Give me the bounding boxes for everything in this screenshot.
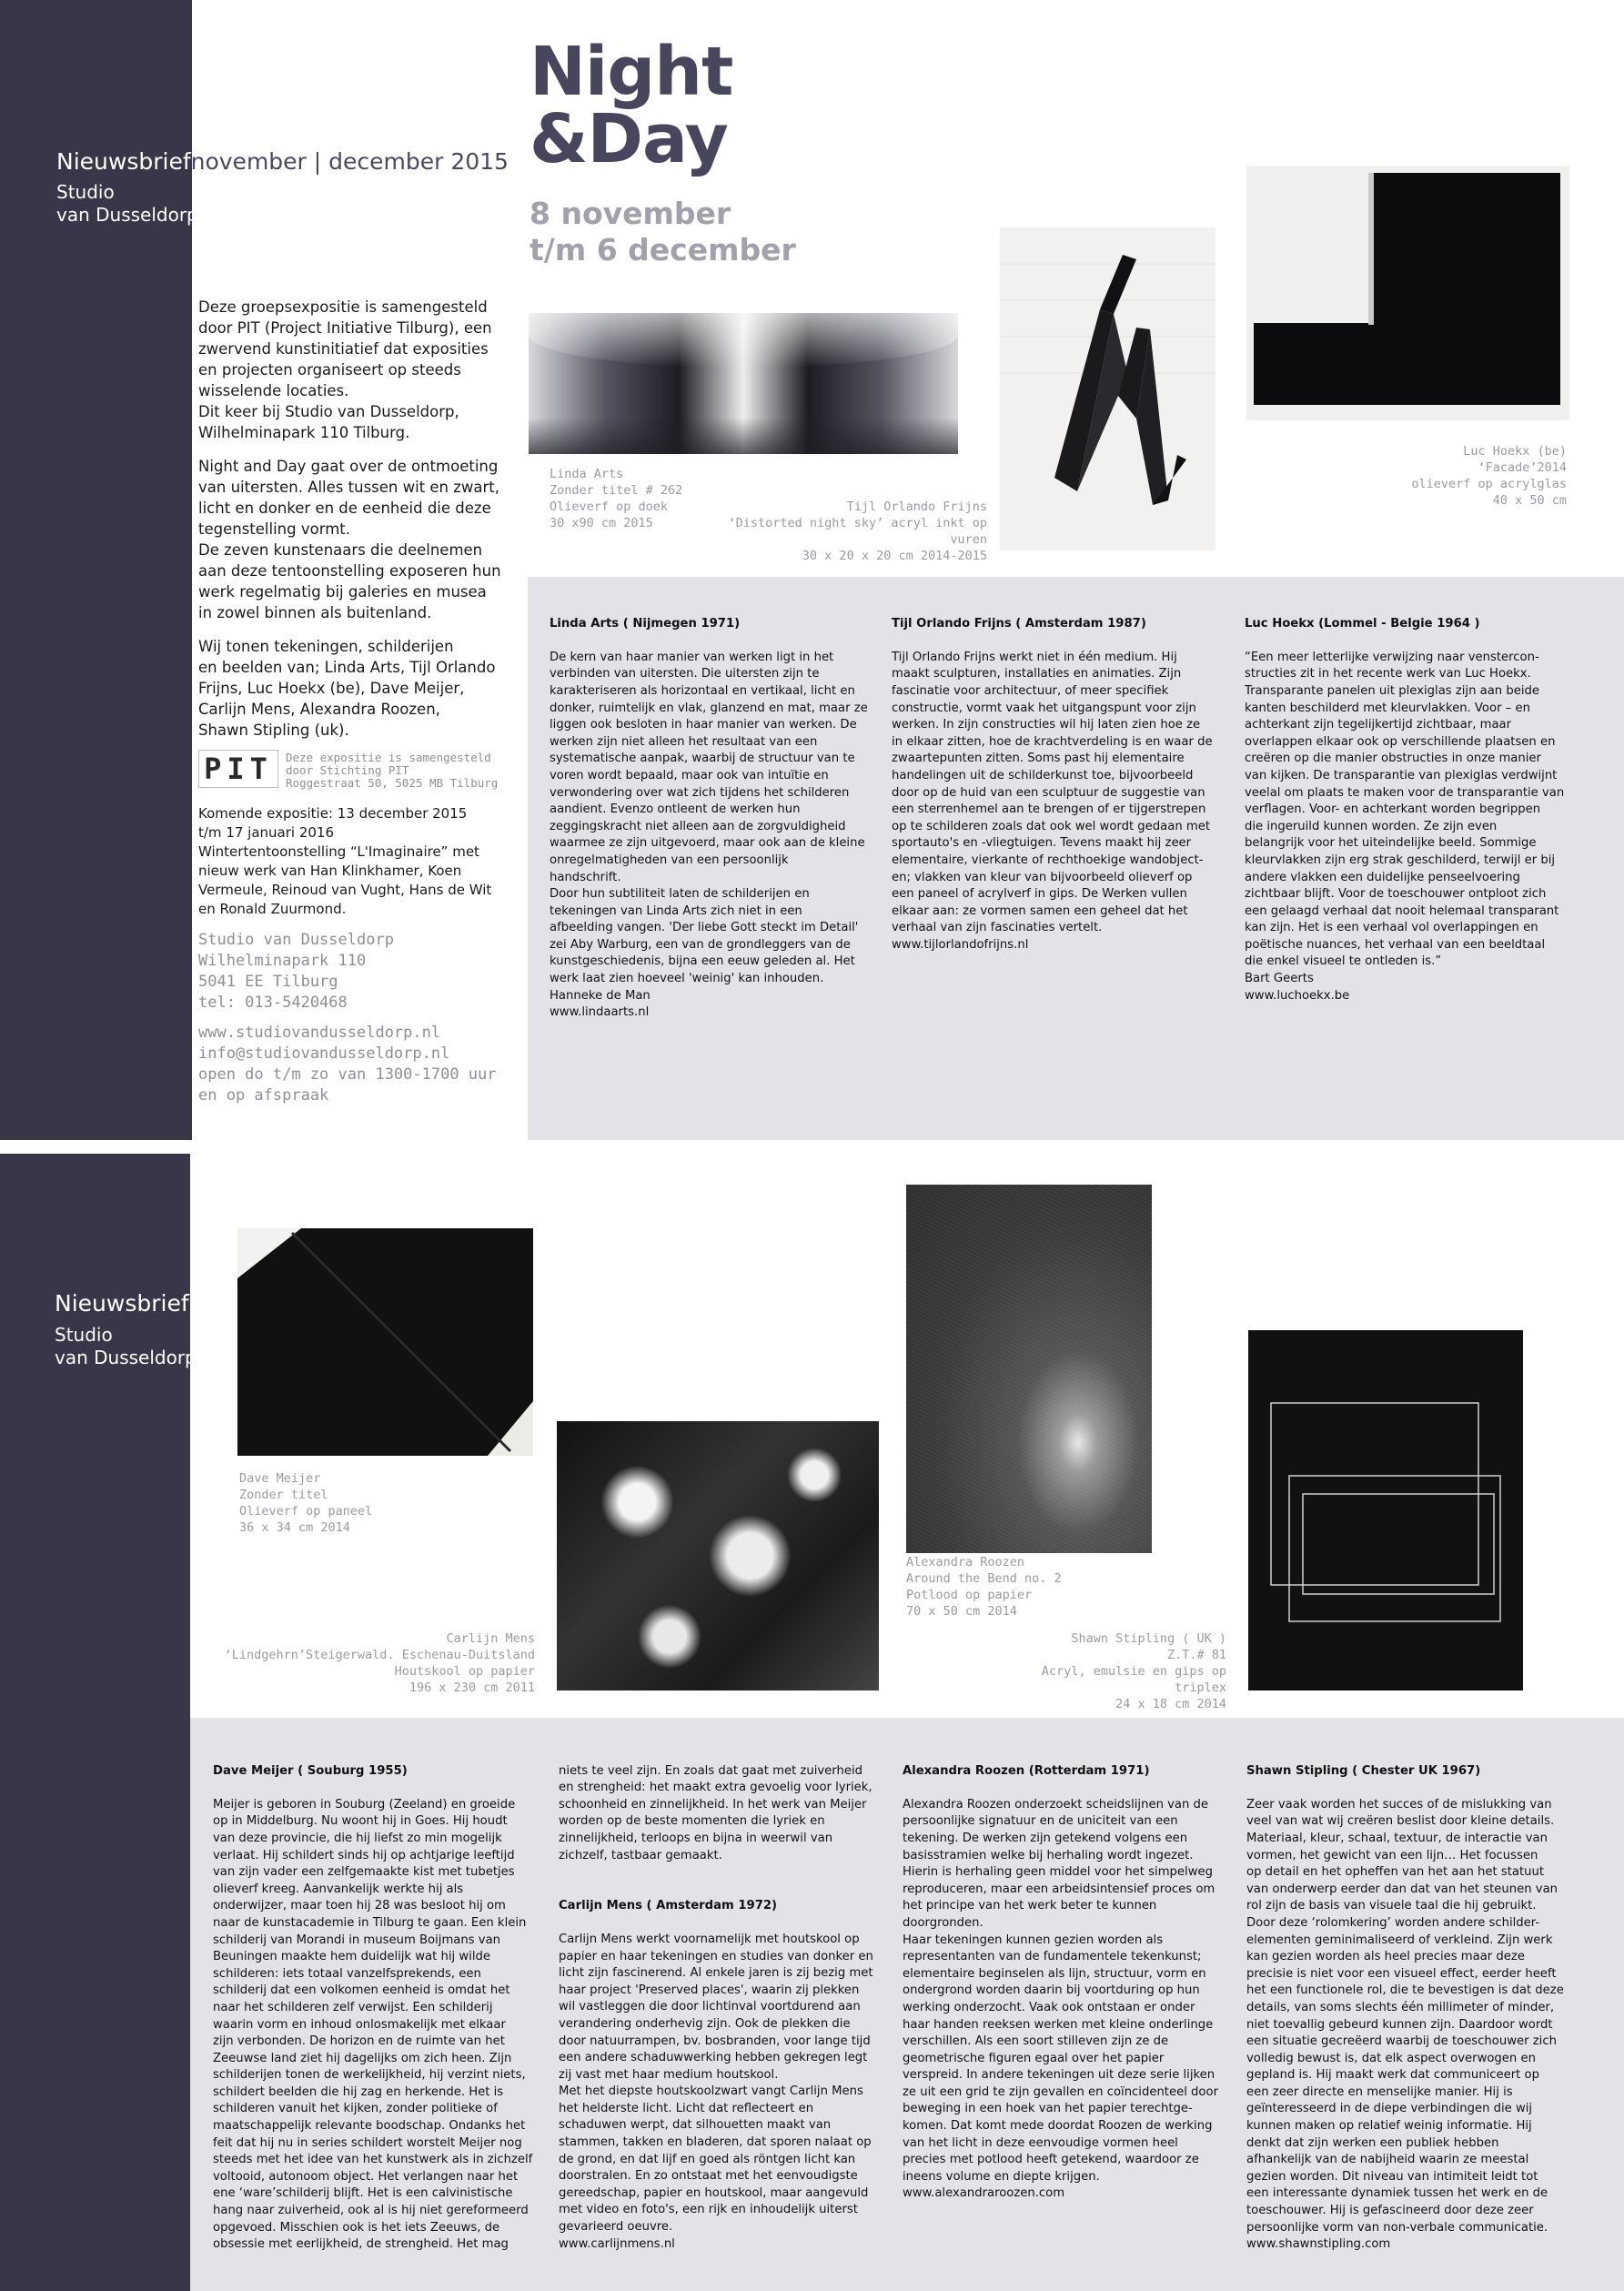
- dates-line2: t/m 6 december: [530, 232, 796, 267]
- shawn-stipling-heading: Shawn Stipling ( Chester UK 1967): [1246, 1763, 1481, 1778]
- title-line1: Night: [530, 33, 733, 111]
- painting-drawing-2: [1248, 1330, 1523, 1690]
- luc-hoekx-caption: Luc Hoekx (be) ‘Facade’2014 olieverf op acrylglas 40 x 50 cm: [1411, 444, 1567, 508]
- dave-meijer-text: Meijer is geboren in Souburg (Zeeland) en groeide op in Middelburg. Nu woont hij in Goes. Hij houdt van deze provincie, die hij liefst zo min mogelijk verlaat. Hij schildert sinds hij op achtjarige leeftijd van zijn vader een zelfgemaakte kist met tubetjes olieverf kreeg. Aanvankelijk werkte hij als onderwijzer, maar toen hij 28 was besloot hij om naar de kunstacademie in Tilburg te gaan. Een klein schilderij van Morandi in museum Boijmans van Beuningen maakte hem duidelijk wat hij wilde schilderen: iets totaal vanzelfsprekends, een schilderij dat een volkomen eenheid is omdat het naar het schilderen zelf verwijst. Een schilderij waarin vorm en inhoud onlosmakelijk met elkaar zijn verbonden. De horizon en de ruimte van het Zeeuwse land ziet hij dagelijks om zich heen. Zijn schilderijen tonen de werkelijkheid, hij verzint niets, schildert beelden die hij zag en herkende. Het is schilderen vanuit het kijken, zonder politieke of maatschappelijk relevante boodschap. Ondanks het feit dat hij nu in series schildert worstelt Meijer nog steeds met het idee van het kunstwerk als in zichzelf voltooid, autonoom object. Het verlangen naar het ene ‘ware’schilderij blijft. Het is een calvinistische hang naar zuiverheid, ook al is hij niet gereformeerd opgevoed. Misschien ook is het iets Zeeuws, de obsessie met eerlijkheid, de strengheid. Het mag: [213, 1797, 533, 2252]
- shawn-stipling-text: Zeer vaak worden het succes of de mislukking van veel van wat wij creëren beslist door kleine details. Materiaal, kleur, schaal, textuur, de interactie van vormen, het gewicht van een lijn… Het focussen op detail en het opheffen van het aan het statuut van onderwerp eerder dan dat van het steunen van rol zijn de basis van visuele taal die hij gebruikt. Door deze ‘rolomkering’ worden andere schilder- elementen geminimaliseerd of verkleind. Zijn werk kan gezien worden als heel precies maar deze precisie is niet voor een visueel effect, eerder heeft het een functionele rol, die te bevestigen is dat deze details, van soms slechts één millimeter of minder, niet toevallig gebeurd kunnen zijn. Daardoor wordt een situatie gecreëerd waarbij de toeschouwer zich volledig bewust is, dat elk aspect overwogen en gepland is. Hij maakt werk dat communiceert op een zeer directe en menselijke manier. Hij is geïnteresseerd in de diepe verbindingen die wij kunnen maken op relatief weinig informatie. Hij denkt dat zijn werken een publiek hebben afhankelijk van de nabijheid waarin ze meestal gezien worden. Dit niveau van intimiteit leidt tot een interessante dynamiek tussen het werk en de toeschouwer. Hij is gefascineerd door deze zeer persoonlijke vorm van non-verbale communicatie. www.shawnstipling.com: [1246, 1797, 1564, 2252]
- exhibition-dates: [530, 196, 796, 268]
- exhibition-title: [530, 33, 733, 178]
- title-line2: &Day: [530, 100, 728, 178]
- studio-line2-2: van Dusseldorp: [55, 1347, 197, 1368]
- luc-hoekx-heading: Luc Hoekx (Lommel - Belgie 1964 ): [1245, 616, 1480, 631]
- dave-meijer-caption: Dave Meijer Zonder titel Olieverf op paneel 36 x 34 cm 2014: [239, 1471, 373, 1535]
- luc-hoekx-text: “Een meer letterlijke verwijzing naar venstercon- structies zit in het recente werk van Luc Hoekx. Transparante panelen uit plexiglas zijn aan beide kanten beschilderd met kleurvlakken. Voor – en achterkant zijn tegelijkertijd zichtbaar, maar overlappen elkaar ook op verschillende plaatsen en creëren op die manier obstructies in onze manier van kijken. De transparantie van plexiglas verdwijnt veelal om plaats te maken voor de transparantie van verflagen. Voor- en achterkant worden begrippen die ingeruild kunnen worden. Ze zijn even belangrijk voor het uiteindelijke beeld. Sommige kleurvlakken zijn erg strak geschilderd, terwijl er bij andere vlakken een duidelijke penseelvoering zichtbaar blijft. Voor de toeschouwer ontploot zich een gelaagd verhaal dat nooit helemaal transparant kan zijn. Het is een verhaal vol overlappingen en poëtische nuances, het verhaal van een beeldtaal die enkel visueel te ontleden is.” Bart Geerts www.luchoekx.be: [1245, 650, 1565, 1003]
- alexandra-roozen-bio: [903, 1746, 1230, 2203]
- carlijn-mens-heading: Carlijn Mens ( Amsterdam 1972): [559, 1898, 778, 1913]
- dave-meijer-bio: [213, 1746, 540, 2254]
- newsletter-label: Nieuwsbrief: [56, 148, 191, 175]
- alexandra-roozen-heading: Alexandra Roozen (Rotterdam 1971): [903, 1763, 1150, 1778]
- pit-logo-text: PIT: [204, 752, 273, 786]
- linda-arts-heading: Linda Arts ( Nijmegen 1971): [550, 616, 741, 631]
- intro-paragraph-2: Night and Day gaat over de ontmoeting van uitersten. Alles tussen wit en zwart, licht en donker en de eenheid die deze tegenstelling vormt. De zeven kunstenaars die deelnemen aan deze tentoonstelling exposeren hun werk regelmatig bij galeries en musea in zowel binnen als buitenland.: [198, 458, 501, 621]
- studio-name: [56, 181, 198, 227]
- dave-meijer-bio-continued: [559, 1746, 886, 2253]
- dave-meijer-text-continued: niets te veel zijn. En zoals dat gaat met zuiverheid en strengheid: het maakt extra gevoelig voor lyriek, schoonheid en zinnelijkheid. In het werk van Meijer worden op de beste momenten die lyriek en zinnelijkheid, terloops en bijna in weerwil van zichzelf, tastbaar gemaakt.: [559, 1763, 873, 1862]
- intro-text: [198, 297, 512, 753]
- studio-line1-2: Studio: [55, 1324, 113, 1346]
- linda-arts-bio: [550, 599, 877, 1022]
- painting-drawing: [237, 1228, 533, 1456]
- upcoming-exhibition: Komende expositie: 13 december 2015 t/m 17 januari 2016 Wintertentoonstelling “L'Imaginaire” met nieuw werk van Han Klinkhamer, Koen Vermeule, Reinoud van Vught, Hans de Wit en Ronald Zuurmond.: [198, 805, 492, 917]
- tijl-frijns-artwork: [1000, 227, 1215, 550]
- carlijn-mens-text: Carlijn Mens werkt voornamelijk met houtskool op papier en haar tekeningen en studies van donker en licht zijn fascinerend. Al enkele jaren is zij bezig met haar project 'Preserved places', waarin zij plekken wil vastleggen die door lichtinval voortdurend aan verandering onderhevig zijn. Ook de plekken die door natuurrampen, bv. bosbranden, voor lange tijd een andere schaduwwerking hebben gekregen legt zij vast met haar medium houtskool. Met het diepste houtskoolzwart vangt Carlijn Mens het helderste licht. Licht dat reflecteert en schaduwen werpt, dat silhouetten maakt van stammen, takken en bladeren, dat sporen nalaat op de grond, en dat lijf en goed als röntgen licht kan doorstralen. En zo ontstaat met het eenvoudigste gereedschap, papier en houtskool, maar aangevuld met video en foto's, een rijk en inhoudelijk uiterst gevarieerd oeuvre. www.carlijnmens.nl: [559, 1932, 873, 2251]
- alexandra-roozen-caption: Alexandra Roozen Around the Bend no. 2 Potlood op papier 70 x 50 cm 2014: [906, 1555, 1062, 1619]
- alexandra-roozen-artwork: [906, 1185, 1152, 1553]
- shawn-stipling-caption: Shawn Stipling ( UK ) Z.T.# 81 Acryl, emulsie en gips op triplex 24 x 18 cm 2014: [1041, 1631, 1226, 1711]
- newsletter-period: november | december 2015: [190, 148, 509, 175]
- newsletter-heading: [56, 148, 509, 175]
- linda-arts-text: De kern van haar manier van werken ligt in het verbinden van uitersten. Die uitersten zijn te karakteriseren als horizontaal en vertikaal, licht en donker, ruimtelijk en vlak, glanzend en mat, maar ze liggen ook besloten in haar manier van werken. De werken zijn niet alleen het resultaat van een systematische aanpak, waarbij de structuur van te voren wordt bepaald, maar ook van intuïtie en verwondering over wat zich tijdens het schilderen aandient. Evenzo ontleent de werken hun zeggingskracht niet alleen aan de zorgvuldigheid waarmee ze zijn uitgevoerd, maar ook aan de kleine onregelmatigheden van een persoonlijk handschrift. Door hun subtiliteit laten de schilderijen en tekeningen van Linda Arts zich niet in een afbeelding vangen. 'Der liebe Gott steckt im Detail' zei Aby Warburg, een van de grondleggers van de kunstgeschiedenis, bijna een eeuw geleden al. Het werk laat zien hoeveel 'weinig' kan inhouden. Hanneke de Man www.lindaarts.nl: [550, 650, 868, 1020]
- studio-line1: Studio: [56, 181, 115, 203]
- tijl-frijns-caption: Tijl Orlando Frijns ‘Distorted night sky’ acryl inkt op vuren 30 x 20 x 20 cm 2014-2015: [728, 500, 987, 563]
- carlijn-mens-artwork: [557, 1421, 879, 1690]
- tijl-frijns-heading: Tijl Orlando Frijns ( Amsterdam 1987): [892, 616, 1146, 631]
- dave-meijer-heading: Dave Meijer ( Souburg 1955): [213, 1763, 408, 1778]
- intro-paragraph-3: Wij tonen tekeningen, schilderijen en beelden van; Linda Arts, Tijl Orlando Frijns, Luc Hoekx (be), Dave Meijer, Carlijn Mens, Alexandra Roozen, Shawn Stipling (uk).: [198, 638, 496, 739]
- contact-block: www.studiovandusseldorp.nl info@studiovandusseldorp.nl open do t/m zo van 1300-1700 uur en op afspraak: [198, 1024, 497, 1105]
- luc-hoekx-bio: [1245, 599, 1581, 1004]
- linda-arts-artwork: [529, 313, 958, 454]
- newsletter-heading-2: Nieuwsbrief: [55, 1290, 189, 1317]
- shawn-stipling-bio: [1246, 1746, 1583, 2254]
- sculpture-drawing: [1000, 227, 1215, 550]
- address-block: Studio van Dusseldorp Wilhelminapark 110 5041 EE Tilburg tel: 013-5420468: [198, 931, 394, 1012]
- shawn-stipling-artwork: [1248, 1330, 1523, 1690]
- linda-arts-caption: Linda Arts Zonder titel # 262 Olieverf op doek 30 x90 cm 2015: [550, 467, 683, 530]
- dates-line1: 8 november: [530, 196, 731, 231]
- tijl-frijns-text: Tijl Orlando Frijns werkt niet in één medium. Hij maakt sculpturen, installaties en animaties. Zijn fascinatie voor architectuur, of meer specifiek constructie, vormt vaak het uitgangspunt voor zijn werken. In zijn constructies wil hij laten zien hoe ze in elkaar zitten, hoe de krachtverdeling is en waar de zwaartepunten zitten. Soms past hij elementaire handelingen uit de schilderkunst toe, bijvoorbeeld door op de huid van een sculptuur de suggestie van een sterrenhemel aan te brengen of er tijgerstrepen op te schilderen zoals dat ook wel wordt gedaan met sportauto's en -vliegtuigen. Tevens maakt hij zeer elementaire, vierkante of rechthoekige wandobject- en; vlakken van kleur van bijvoorbeeld olieverf op een paneel of acrylverf in gips. De Werken vullen elkaar aan: ze vormen samen een geheel dat het verhaal van zijn fascinaties vertelt. www.tijlorlandofrijns.nl: [892, 650, 1213, 952]
- pit-credit: Deze expositie is samengesteld door Stichting PIT Roggestraat 50, 5025 MB Tilburg: [286, 751, 499, 790]
- carlijn-mens-caption: Carlijn Mens ‘Lindgehrn’Steigerwald. Eschenau-Duitsland Houtskool op papier 196 x 230 cm 2011: [224, 1631, 535, 1695]
- tijl-frijns-bio: [892, 599, 1228, 954]
- pit-logo: [198, 750, 278, 788]
- alexandra-roozen-text: Alexandra Roozen onderzoekt scheidslijnen van de persoonlijke signatuur en de uniciteit van een tekening. De werken zijn getekend volgens een basisstramien welke bij herhaling wordt ingezet. Hierin is herhaling geen middel voor het simpelweg reproduceren, maar een arbeidsintensief proces om het principe van het werk beter te kunnen doorgronden. Haar tekeningen kunnen gezien worden als representanten van de fundamentele tekenkunst; elementaire beginselen als lijn, structuur, vorm en ondergrond worden daarin bij voortduring op hun werking onderzocht. Vaak ook ontstaan er onder haar handen reeksen werken met kleine onderlinge verschillen. Als een soort stilleven zijn ze de geometrische figuren egaal over het papier verspreid. In andere tekeningen uit deze serie lijken ze uit een grid te zijn gevallen en coïncidenteel door beweging in een hoek van het papier terechtge- komen. Dat komt mede doordat Roozen de werking van het licht in deze eenvoudige vormen heel precies met potlood heeft getekend, waardoor ze ineens volume en diepte krijgen. www.alexandraroozen.com: [903, 1797, 1218, 2201]
- studio-line2: van Dusseldorp: [56, 204, 198, 226]
- intro-paragraph-1: Deze groepsexpositie is samengesteld door PIT (Project Initiative Tilburg), een zwervend kunstinitiatief dat exposities en projecten organiseert op steeds wisselende locaties. Dit keer bij Studio van Dusseldorp, Wilhelminapark 110 Tilburg.: [198, 298, 492, 441]
- luc-hoekx-artwork: [1246, 166, 1569, 420]
- dave-meijer-artwork: [237, 1228, 533, 1456]
- studio-name-2: [55, 1324, 197, 1369]
